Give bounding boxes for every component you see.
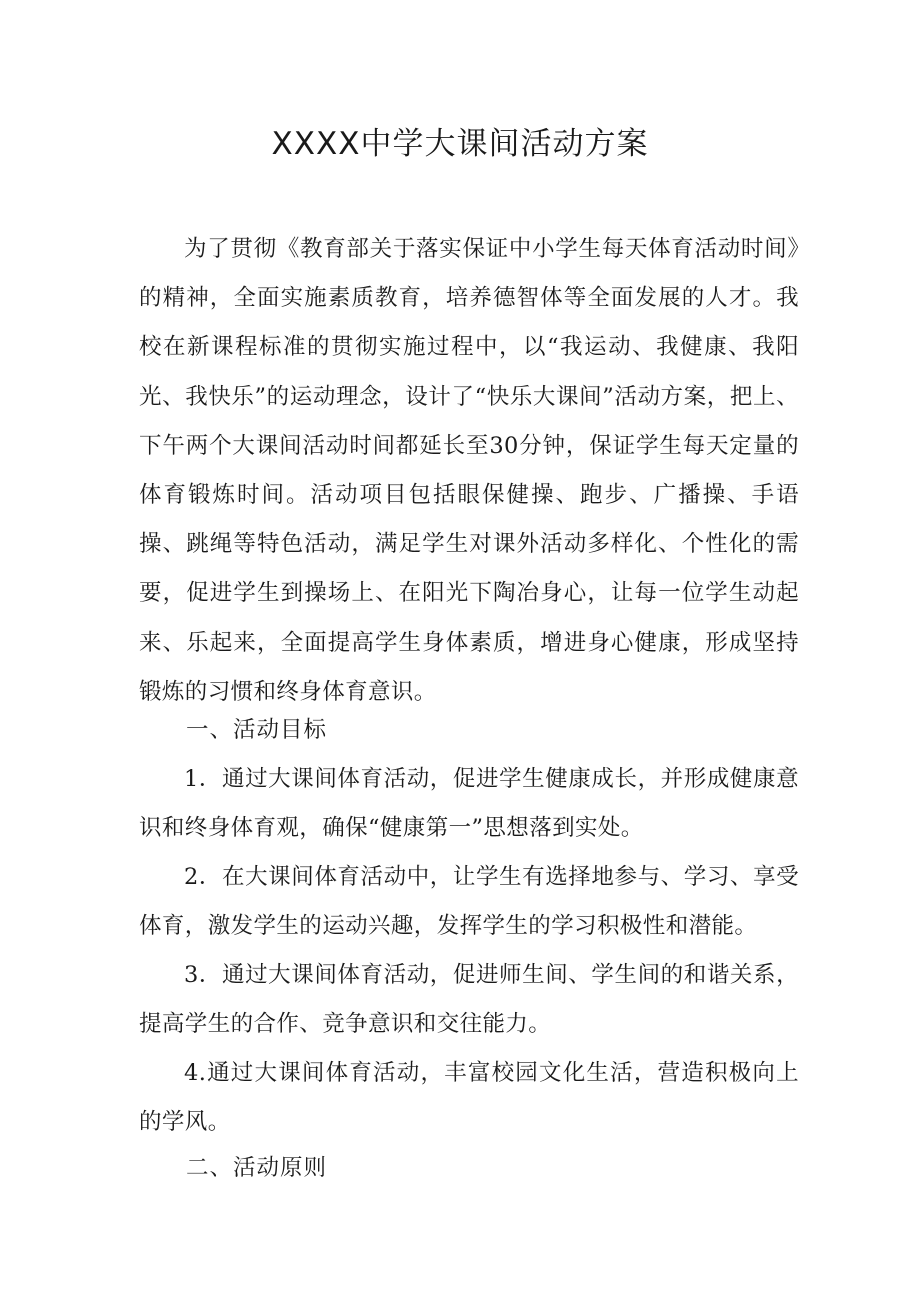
goal-item-4: 4.通过大课间体育活动，丰富校园文化生活，营造积极向上的学风。 — [139, 1060, 799, 1136]
goal-item-3: 3．通过大课间体育活动，促进师生间、学生间的和谐关系，提高学生的合作、竞争意识和交往能力。 — [139, 962, 799, 1038]
document-title: XXXX中学大课间活动方案 — [271, 126, 649, 162]
goal-item-2: 2．在大课间体育活动中，让学生有选择地参与、学习、享受体育，激发学生的运动兴趣，发挥学生的学习积极性和潜能。 — [139, 864, 799, 940]
intro-paragraph: 为了贯彻《教育部关于落实保证中小学生每天体育活动时间》的精神，全面实施素质教育，培养德智体等全面发展的人才。我校在新课程标准的贯彻实施过程中，以“我运动、我健康、我阳光、我快乐”的运动理念，设计了“快乐大课间”活动方案，把上、下午两个大课间活动时间都延长至30分钟，保证学生每天定量的体育锻炼时间。活动项目包括眼保健操、跑步、广播操、手语操、跳绳等特色活动，满足学生对课外活动多样化、个性化的需要，促进学生到操场上、在阳光下陶冶身心，让每一位学生动起来、乐起来，全面提高学生身体素质，增进身心健康，形成坚持锻炼的习惯和终身体育意识。 — [139, 236, 799, 705]
section-heading-principles: 二、活动原则 — [186, 1155, 328, 1181]
goal-item-1: 1．通过大课间体育活动，促进学生健康成长，并形成健康意识和终身体育观，确保“健康第一”思想落到实处。 — [139, 766, 799, 842]
section-heading-goals: 一、活动目标 — [186, 717, 328, 743]
